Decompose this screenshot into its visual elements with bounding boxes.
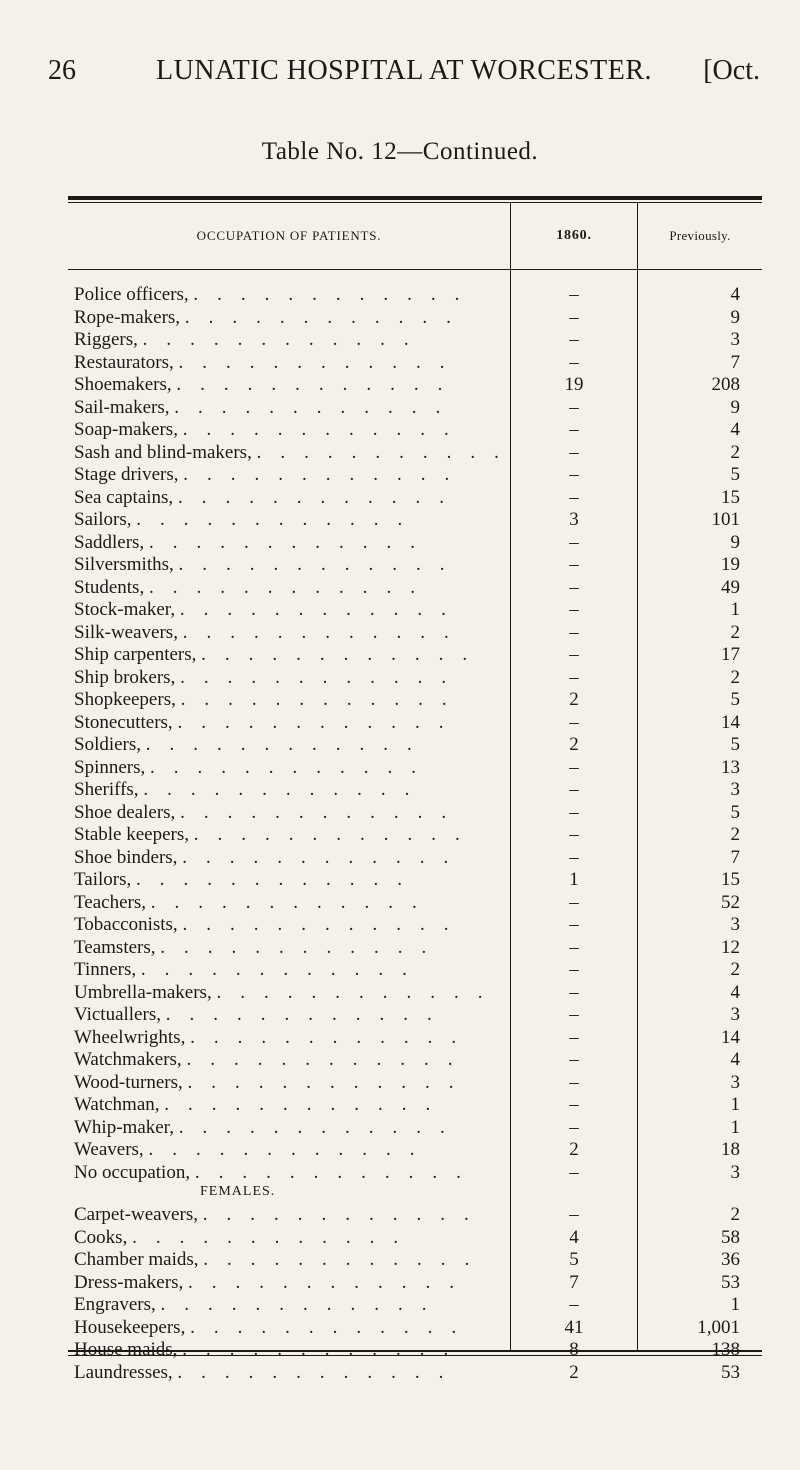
table-row [0, 1227, 800, 1249]
occupation-name: Teamsters, . [74, 937, 502, 959]
count-previously: 1,001 [697, 1316, 740, 1338]
occupation-name: Carpet-weavers, . [74, 1204, 502, 1226]
count-previously: 9 [730, 306, 740, 328]
occupation-name: Victuallers, . [74, 1004, 502, 1026]
occupation-name: Stock-maker, . [74, 599, 502, 621]
table-row [0, 937, 800, 959]
table-row [0, 532, 800, 554]
table-row [0, 329, 800, 351]
count-1860: – [569, 306, 579, 328]
count-previously: 3 [730, 329, 740, 350]
occupation-name: Watchman, . [74, 1094, 502, 1116]
occupation-name: No occupation, . [74, 1162, 502, 1184]
occupation-name: Laundresses, . [74, 1362, 502, 1384]
occupation-name: Cooks, . [74, 1227, 502, 1249]
occupation-name: Shoe binders, . [74, 847, 502, 869]
table-top-rule [68, 196, 762, 200]
table-row [0, 419, 800, 441]
table-top-rule-thin [68, 202, 762, 203]
occupation-name: Riggers, . [74, 329, 502, 351]
count-1860: – [569, 1161, 579, 1183]
females-section-heading: FEMALES. [200, 1184, 276, 1199]
table-row [0, 1294, 800, 1316]
table-row [0, 712, 800, 734]
count-1860: – [569, 1116, 579, 1138]
column-header-1860: 1860. [556, 228, 592, 243]
count-previously: 7 [730, 351, 740, 373]
count-1860: – [569, 711, 579, 733]
table-row [0, 1204, 800, 1226]
count-1860: – [569, 599, 579, 620]
count-previously: 19 [721, 554, 740, 575]
occupation-name: Tobacconists, . [74, 914, 502, 936]
count-1860: – [569, 1004, 579, 1025]
count-1860: 1 [569, 869, 579, 890]
table-row [0, 464, 800, 486]
table-row [0, 599, 800, 621]
count-previously: 3 [730, 1161, 740, 1183]
occupation-name: Wood-turners, . [74, 1072, 502, 1094]
count-1860: – [569, 486, 579, 508]
occupation-name: Restaurators, . [74, 352, 502, 374]
running-title: LUNATIC HOSPITAL AT WORCESTER. [155, 55, 653, 86]
table-row [0, 1362, 800, 1384]
page-number: 26 [48, 55, 76, 86]
count-1860: – [569, 1049, 579, 1070]
count-previously: 208 [711, 374, 740, 395]
count-1860: – [569, 779, 579, 800]
count-1860: 2 [569, 1139, 579, 1160]
occupation-name: Stable keepers, . [74, 824, 502, 846]
count-1860: – [569, 666, 579, 688]
occupation-name: Silversmiths, . [74, 554, 502, 576]
occupation-name: Ship brokers, . [74, 667, 502, 689]
count-1860: 8 [569, 1339, 579, 1360]
occupation-name: Watchmakers, . [74, 1049, 502, 1071]
occupation-name: Silk-weavers, . [74, 622, 502, 644]
count-previously: 5 [730, 801, 740, 823]
count-previously: 5 [730, 464, 740, 485]
table-row [0, 487, 800, 509]
occupation-name: Housekeepers, . [74, 1317, 502, 1339]
occupation-name: Tailors, . [74, 869, 502, 891]
table-row [0, 1317, 800, 1339]
count-previously: 1 [730, 599, 740, 620]
occupation-name: Police officers, . [74, 284, 502, 306]
header-rule [68, 269, 762, 270]
table-row [0, 397, 800, 419]
count-1860: – [569, 351, 579, 373]
count-1860: – [569, 464, 579, 485]
count-1860: – [569, 1294, 579, 1315]
count-1860: 2 [569, 689, 579, 710]
count-1860: – [569, 801, 579, 823]
occupation-name: Saddlers, . [74, 532, 502, 554]
count-previously: 3 [730, 914, 740, 935]
table-row [0, 757, 800, 779]
count-previously: 12 [721, 936, 740, 958]
occupation-name: Soldiers, . [74, 734, 502, 756]
count-1860: 7 [569, 1271, 579, 1293]
count-previously: 4 [730, 1049, 740, 1070]
table-row [0, 1072, 800, 1094]
column-header-occupation: OCCUPATION OF PATIENTS. [196, 228, 382, 243]
occupation-name: Tinners, . [74, 959, 502, 981]
table-row [0, 1004, 800, 1026]
occupation-name: Sheriffs, . [74, 779, 502, 801]
table-row [0, 847, 800, 869]
count-previously: 3 [730, 779, 740, 800]
count-previously: 5 [730, 689, 740, 710]
count-1860: – [569, 1204, 579, 1225]
column-header-previously: Previously. [669, 228, 731, 243]
count-1860: – [569, 531, 579, 553]
table-row [0, 734, 800, 756]
count-1860: – [569, 824, 579, 845]
occupation-name: Stonecutters, . [74, 712, 502, 734]
count-1860: – [569, 644, 579, 665]
occupation-name: Chamber maids, . [74, 1249, 502, 1271]
count-previously: 15 [721, 869, 740, 890]
table-row [0, 1339, 800, 1361]
table-row [0, 307, 800, 329]
count-previously: 52 [721, 891, 740, 913]
count-1860: – [569, 914, 579, 935]
count-1860: 41 [564, 1316, 584, 1338]
occupation-name: Shopkeepers, . [74, 689, 502, 711]
occupation-name: Students, . [74, 577, 502, 599]
table-row [0, 667, 800, 689]
occupation-name: Weavers, . [74, 1139, 502, 1161]
table-row [0, 1139, 800, 1161]
count-previously: 5 [730, 734, 740, 755]
count-1860: – [569, 621, 579, 643]
table-row [0, 509, 800, 531]
occupation-name: Rope-makers, . [74, 307, 502, 329]
count-1860: – [569, 576, 579, 598]
table-row [0, 892, 800, 914]
occupation-name: Spinners, . [74, 757, 502, 779]
occupation-name: Sailors, . [74, 509, 502, 531]
table-row [0, 802, 800, 824]
table-row [0, 644, 800, 666]
count-1860: – [569, 1026, 579, 1048]
count-previously: 17 [721, 644, 740, 665]
count-previously: 2 [730, 666, 740, 688]
table-row [0, 1162, 800, 1184]
count-previously: 2 [730, 621, 740, 643]
count-previously: 2 [730, 824, 740, 845]
occupation-name: Teachers, . [74, 892, 502, 914]
table-row [0, 284, 800, 306]
count-previously: 1 [730, 1116, 740, 1138]
running-date: [Oct. [703, 55, 760, 86]
count-previously: 3 [730, 1071, 740, 1093]
count-previously: 4 [730, 284, 740, 305]
occupation-name: Wheelwrights, . [74, 1027, 502, 1049]
count-1860: 2 [569, 734, 579, 755]
count-1860: – [569, 441, 579, 463]
occupation-name: Sail-makers, . [74, 397, 502, 419]
count-previously: 9 [730, 396, 740, 418]
count-previously: 1 [730, 1294, 740, 1315]
count-previously: 2 [730, 959, 740, 980]
count-previously: 9 [730, 531, 740, 553]
count-1860: – [569, 959, 579, 980]
table-row [0, 352, 800, 374]
count-previously: 53 [721, 1361, 740, 1383]
table-row [0, 824, 800, 846]
occupation-name: Umbrella-makers, . [74, 982, 502, 1004]
count-1860: – [569, 284, 579, 305]
count-previously: 3 [730, 1004, 740, 1025]
count-previously: 4 [730, 981, 740, 1003]
table-row [0, 622, 800, 644]
table-row [0, 442, 800, 464]
count-previously: 7 [730, 846, 740, 868]
occupation-name: Whip-maker, . [74, 1117, 502, 1139]
count-1860: 19 [564, 374, 584, 395]
table-row [0, 959, 800, 981]
occupation-name: Dress-makers, . [74, 1272, 502, 1294]
table-row [0, 914, 800, 936]
count-1860: – [569, 1071, 579, 1093]
count-previously: 18 [721, 1139, 740, 1160]
count-1860: – [569, 756, 579, 778]
count-previously: 2 [730, 1204, 740, 1225]
occupation-name: Ship carpenters, . [74, 644, 502, 666]
occupation-name: House maids, . [74, 1339, 502, 1361]
table-row [0, 982, 800, 1004]
count-1860: – [569, 846, 579, 868]
count-previously: 15 [721, 486, 740, 508]
count-previously: 14 [721, 1026, 740, 1048]
occupation-name: Stage drivers, . [74, 464, 502, 486]
count-1860: – [569, 936, 579, 958]
occupation-name: Shoe dealers, . [74, 802, 502, 824]
table-row [0, 689, 800, 711]
table-row [0, 869, 800, 891]
count-previously: 138 [711, 1339, 740, 1360]
count-previously: 49 [721, 576, 740, 598]
occupation-name: Sea captains, . [74, 487, 502, 509]
table-row [0, 554, 800, 576]
count-previously: 2 [730, 441, 740, 463]
count-1860: 3 [569, 509, 579, 530]
count-1860: 4 [569, 1226, 579, 1248]
table-row [0, 1049, 800, 1071]
occupation-name: Shoemakers, . [74, 374, 502, 396]
occupation-name: Sash and blind-makers, . [74, 442, 502, 464]
count-1860: – [569, 419, 579, 440]
count-1860: – [569, 329, 579, 350]
count-previously: 58 [721, 1226, 740, 1248]
page-header [48, 55, 760, 95]
table-row [0, 779, 800, 801]
table-row [0, 1094, 800, 1116]
occupation-name: Soap-makers, . [74, 419, 502, 441]
table-title: Table No. 12—Continued. [261, 138, 539, 165]
occupation-name: Engravers, . [74, 1294, 502, 1316]
count-1860: – [569, 554, 579, 575]
count-1860: 5 [569, 1249, 579, 1270]
table-row [0, 1272, 800, 1294]
count-previously: 13 [721, 756, 740, 778]
count-previously: 101 [711, 509, 740, 530]
count-previously: 36 [721, 1249, 740, 1270]
count-1860: 2 [569, 1361, 579, 1383]
count-1860: – [569, 1094, 579, 1115]
table-row [0, 1027, 800, 1049]
table-row [0, 374, 800, 396]
count-previously: 14 [721, 711, 740, 733]
count-previously: 1 [730, 1094, 740, 1115]
table-row [0, 1117, 800, 1139]
count-1860: – [569, 891, 579, 913]
count-1860: – [569, 981, 579, 1003]
count-previously: 4 [730, 419, 740, 440]
count-previously: 53 [721, 1271, 740, 1293]
table-row [0, 1249, 800, 1271]
count-1860: – [569, 396, 579, 418]
table-row [0, 577, 800, 599]
